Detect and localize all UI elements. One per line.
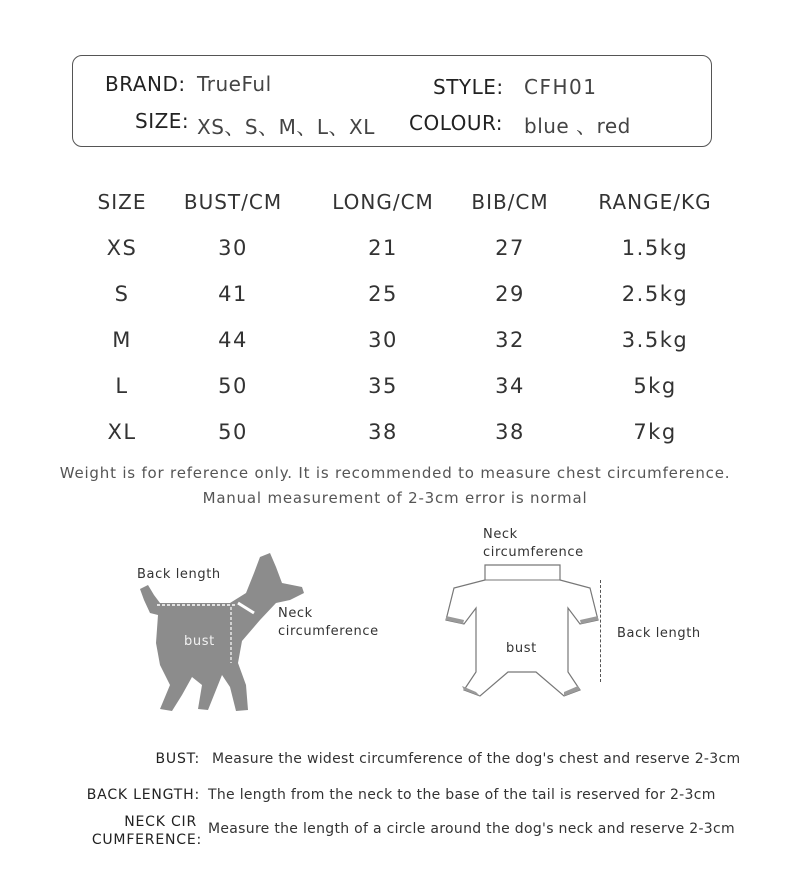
table-cell: 32 xyxy=(495,328,525,352)
bust-desc-text: Measure the widest circumference of the dog's chest and reserve 2-3cm xyxy=(212,751,741,767)
note-line-1: Weight is for reference only. It is recommended to measure chest circumference. xyxy=(59,464,731,482)
size-value: XS、S、M、L、XL xyxy=(197,115,375,139)
garment-neck-label-line2: circumference xyxy=(483,545,584,560)
garment-back-length-line xyxy=(600,580,601,682)
table-cell: L xyxy=(115,374,129,398)
table-header-bib: BIB/CM xyxy=(471,190,549,214)
table-cell: S xyxy=(114,282,130,306)
table-cell: 2.5kg xyxy=(621,282,689,306)
garment-neck-label-line1: Neck xyxy=(483,527,518,542)
table-header-size: SIZE xyxy=(97,190,147,214)
table-header-long: LONG/CM xyxy=(332,190,434,214)
size-label: SIZE: xyxy=(135,109,190,133)
table-cell: 21 xyxy=(368,236,398,260)
style-value: CFH01 xyxy=(524,75,598,99)
dog-neck-label-line1: Neck xyxy=(278,606,313,621)
dog-bust-label: bust xyxy=(184,634,215,649)
garment-bust-label: bust xyxy=(506,641,537,656)
table-cell: XL xyxy=(107,420,137,444)
colour-label: COLOUR: xyxy=(409,111,504,135)
table-cell: XS xyxy=(106,236,138,260)
colour-value: blue 、red xyxy=(524,114,631,138)
table-header-bust: BUST/CM xyxy=(183,190,283,214)
dog-neck-label-line2: circumference xyxy=(278,624,379,639)
table-cell: 34 xyxy=(495,374,525,398)
dog-back-length-label: Back length xyxy=(137,567,221,582)
table-cell: 35 xyxy=(368,374,398,398)
table-cell: 38 xyxy=(495,420,525,444)
table-cell: 38 xyxy=(368,420,398,444)
garment-back-length-label: Back length xyxy=(617,626,701,641)
table-cell: 29 xyxy=(495,282,525,306)
neck-desc-text: Measure the length of a circle around the dog's neck and reserve 2-3cm xyxy=(208,821,735,837)
table-cell: 25 xyxy=(368,282,398,306)
table-cell: 27 xyxy=(495,236,525,260)
table-cell: 50 xyxy=(218,374,248,398)
brand-value: TrueFul xyxy=(197,72,272,96)
table-cell: 30 xyxy=(368,328,398,352)
table-cell: 30 xyxy=(218,236,248,260)
back-length-desc-text: The length from the neck to the base of the tail is reserved for 2-3cm xyxy=(208,787,716,803)
table-cell: M xyxy=(112,328,132,352)
bust-desc-label: BUST: xyxy=(155,751,200,767)
table-cell: 1.5kg xyxy=(621,236,689,260)
back-length-desc-label: BACK LENGTH: xyxy=(86,787,200,803)
table-cell: 3.5kg xyxy=(621,328,689,352)
table-cell: 5kg xyxy=(633,374,677,398)
table-cell: 41 xyxy=(218,282,248,306)
table-cell: 7kg xyxy=(633,420,677,444)
table-cell: 44 xyxy=(218,328,248,352)
neck-desc-label-line1: NECK CIR xyxy=(124,814,197,830)
brand-label: BRAND: xyxy=(105,72,186,96)
garment-outline-icon xyxy=(440,560,620,710)
table-cell: 50 xyxy=(218,420,248,444)
table-header-range: RANGE/KG xyxy=(598,190,712,214)
note-line-2: Manual measurement of 2-3cm error is normal xyxy=(202,489,588,507)
neck-desc-label-line2: CUMFERENCE: xyxy=(91,832,202,848)
style-label: STYLE: xyxy=(433,75,504,99)
